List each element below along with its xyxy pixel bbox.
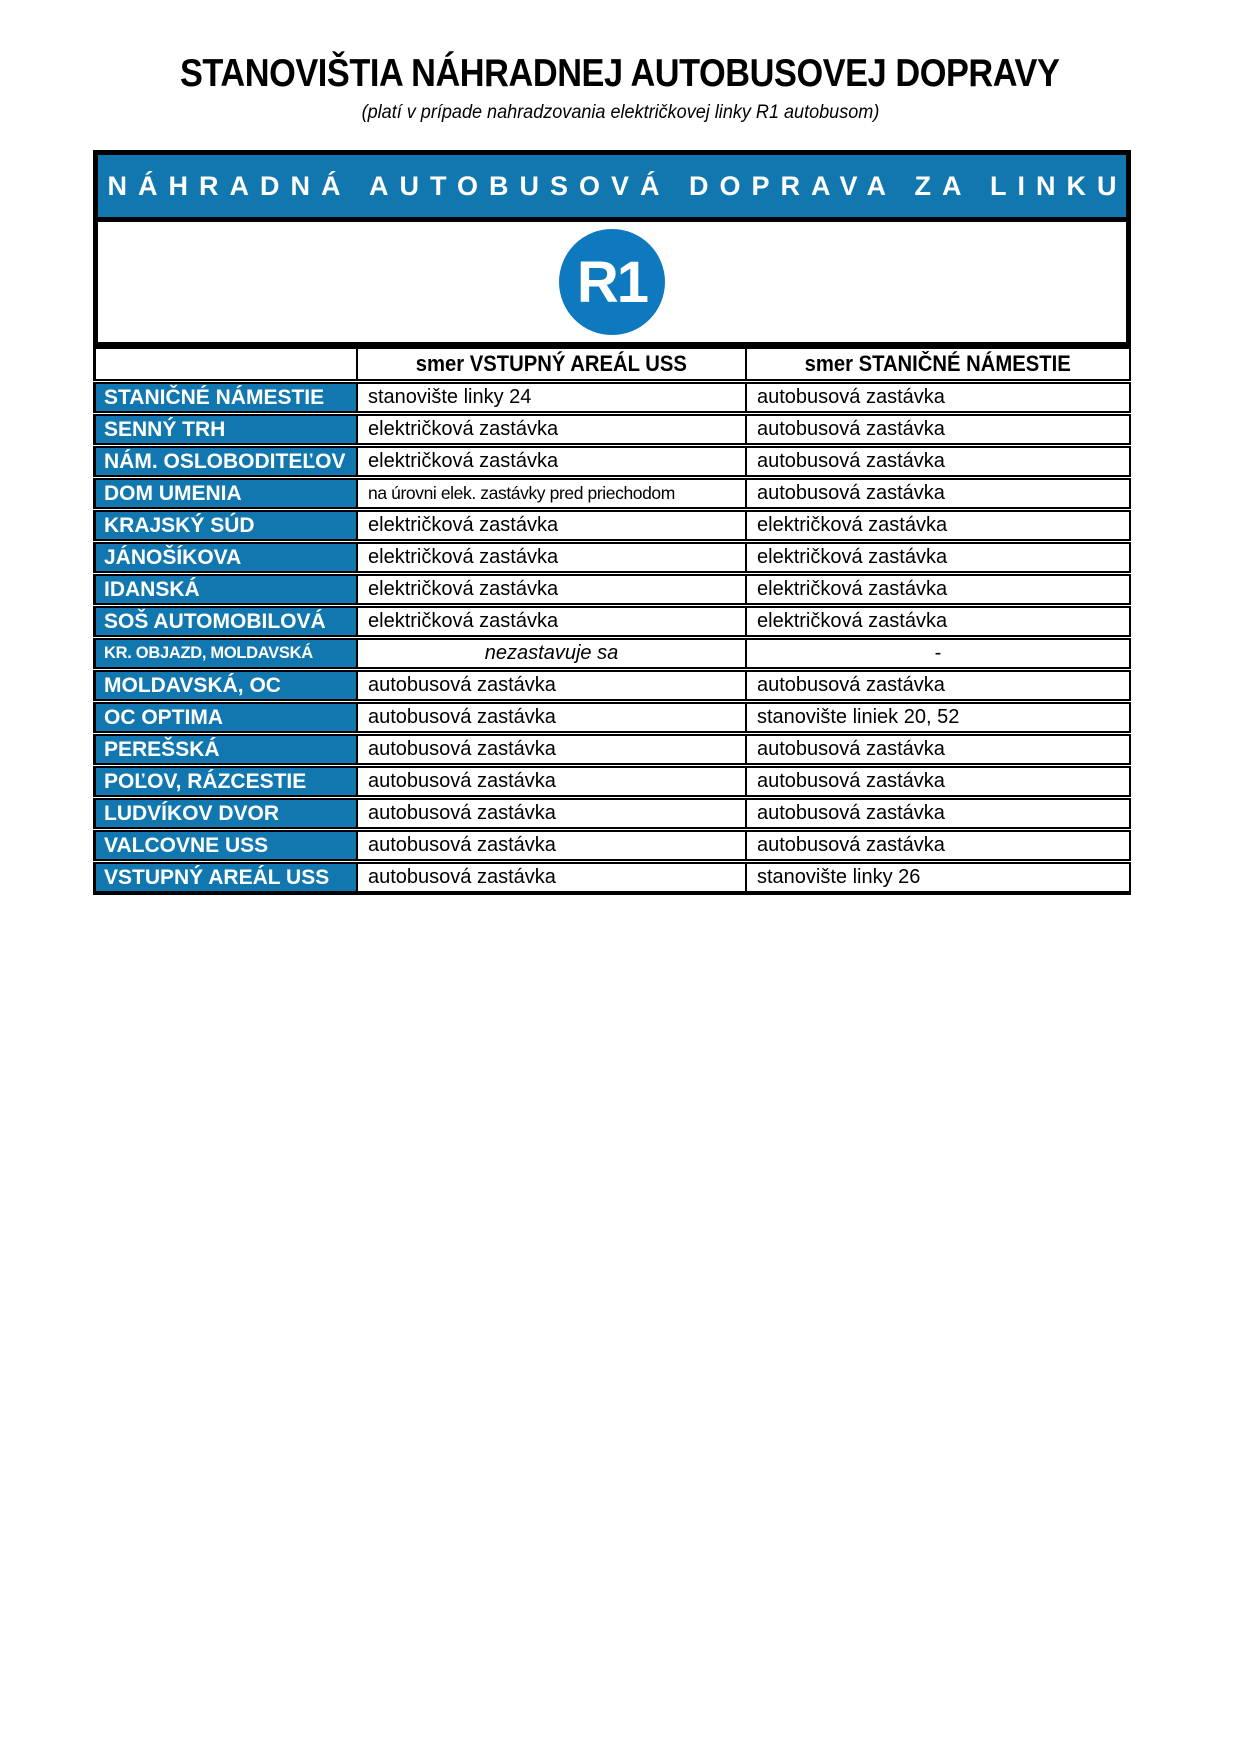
subtitle-row [0,102,1240,124]
table-header-row [93,347,1131,381]
direction-1-cell: autobusová zastávka [358,830,747,861]
table-row [93,798,1131,829]
direction-1-cell: električková zastávka [358,542,747,573]
table-row [93,862,1131,893]
table-row [93,702,1131,733]
header-cell-direction-2: smer STANIČNÉ NÁMESTIE [747,347,1131,381]
stops-table [93,347,1131,895]
stop-name-cell: VALCOVNE USS [93,830,358,861]
direction-1-cell: električková zastávka [358,510,747,541]
table-row [93,574,1131,605]
table-row [93,638,1131,669]
direction-2-cell: električková zastávka [747,574,1131,605]
direction-2-cell: autobusová zastávka [747,446,1131,477]
direction-1-cell: električková zastávka [358,414,747,445]
direction-1-cell: nezastavuje sa [358,638,747,669]
direction-1-cell: autobusová zastávka [358,702,747,733]
line-r1-badge-icon: R1 [559,229,665,335]
direction-1-cell: električková zastávka [358,606,747,637]
direction-2-cell: autobusová zastávka [747,734,1131,765]
direction-2-cell: autobusová zastávka [747,382,1131,413]
stop-name-cell: MOLDAVSKÁ, OC [93,670,358,701]
stop-name-cell: VSTUPNÝ AREÁL USS [93,862,358,893]
line-logo-box [93,222,1131,347]
direction-1-cell: autobusová zastávka [358,766,747,797]
direction-1-cell: autobusová zastávka [358,798,747,829]
stop-name-cell: NÁM. OSLOBODITEĽOV [93,446,358,477]
title-row [0,0,1240,96]
direction-1-cell: autobusová zastávka [358,670,747,701]
direction-2-cell: autobusová zastávka [747,414,1131,445]
stop-name-cell: SENNÝ TRH [93,414,358,445]
direction-2-cell: - [747,638,1131,669]
stop-name-cell: JÁNOŠÍKOVA [93,542,358,573]
table-row [93,414,1131,445]
page-subtitle: (platí v prípade nahradzovania električkovej linky R1 autobusom) [361,102,879,123]
direction-1-cell: autobusová zastávka [358,862,747,893]
direction-2-cell: električková zastávka [747,606,1131,637]
table-row [93,542,1131,573]
table-row [93,382,1131,413]
direction-1-cell: na úrovni elek. zastávky pred priechodom [358,478,747,509]
direction-1-cell: električková zastávka [358,446,747,477]
direction-2-cell: autobusová zastávka [747,670,1131,701]
direction-2-cell: električková zastávka [747,510,1131,541]
table-row [93,510,1131,541]
table-row [93,734,1131,765]
direction-2-cell: stanovište linky 26 [747,862,1131,893]
stop-name-cell: LUDVÍKOV DVOR [93,798,358,829]
table-row [93,670,1131,701]
banner [93,150,1131,222]
table-row [93,830,1131,861]
header-cell-empty [93,347,358,381]
header-cell-direction-1: smer VSTUPNÝ AREÁL USS [358,347,747,381]
stop-name-cell: IDANSKÁ [93,574,358,605]
direction-1-cell: stanovište linky 24 [358,382,747,413]
direction-2-cell: autobusová zastávka [747,478,1131,509]
stop-name-cell: SOŠ AUTOMOBILOVÁ [93,606,358,637]
page-title: STANOVIŠTIA NÁHRADNEJ AUTOBUSOVEJ DOPRAVY [180,52,1060,95]
table-rows [93,382,1131,893]
banner-text: NÁHRADNÁ AUTOBUSOVÁ DOPRAVA ZA LINKU [107,170,1128,201]
replacement-board [93,150,1131,895]
table-row [93,606,1131,637]
table-row [93,478,1131,509]
stop-name-cell: OC OPTIMA [93,702,358,733]
stop-name-cell: PEREŠSKÁ [93,734,358,765]
table-row [93,766,1131,797]
stop-name-cell: KRAJSKÝ SÚD [93,510,358,541]
direction-2-cell: električková zastávka [747,542,1131,573]
direction-1-cell: autobusová zastávka [358,734,747,765]
stop-name-cell: STANIČNÉ NÁMESTIE [93,382,358,413]
direction-2-cell: autobusová zastávka [747,798,1131,829]
direction-2-cell: autobusová zastávka [747,766,1131,797]
direction-2-cell: autobusová zastávka [747,830,1131,861]
direction-1-cell: električková zastávka [358,574,747,605]
stop-name-cell: KR. OBJAZD, MOLDAVSKÁ [93,638,358,669]
direction-2-cell: stanovište liniek 20, 52 [747,702,1131,733]
stop-name-cell: DOM UMENIA [93,478,358,509]
table-row [93,446,1131,477]
stop-name-cell: POĽOV, RÁZCESTIE [93,766,358,797]
